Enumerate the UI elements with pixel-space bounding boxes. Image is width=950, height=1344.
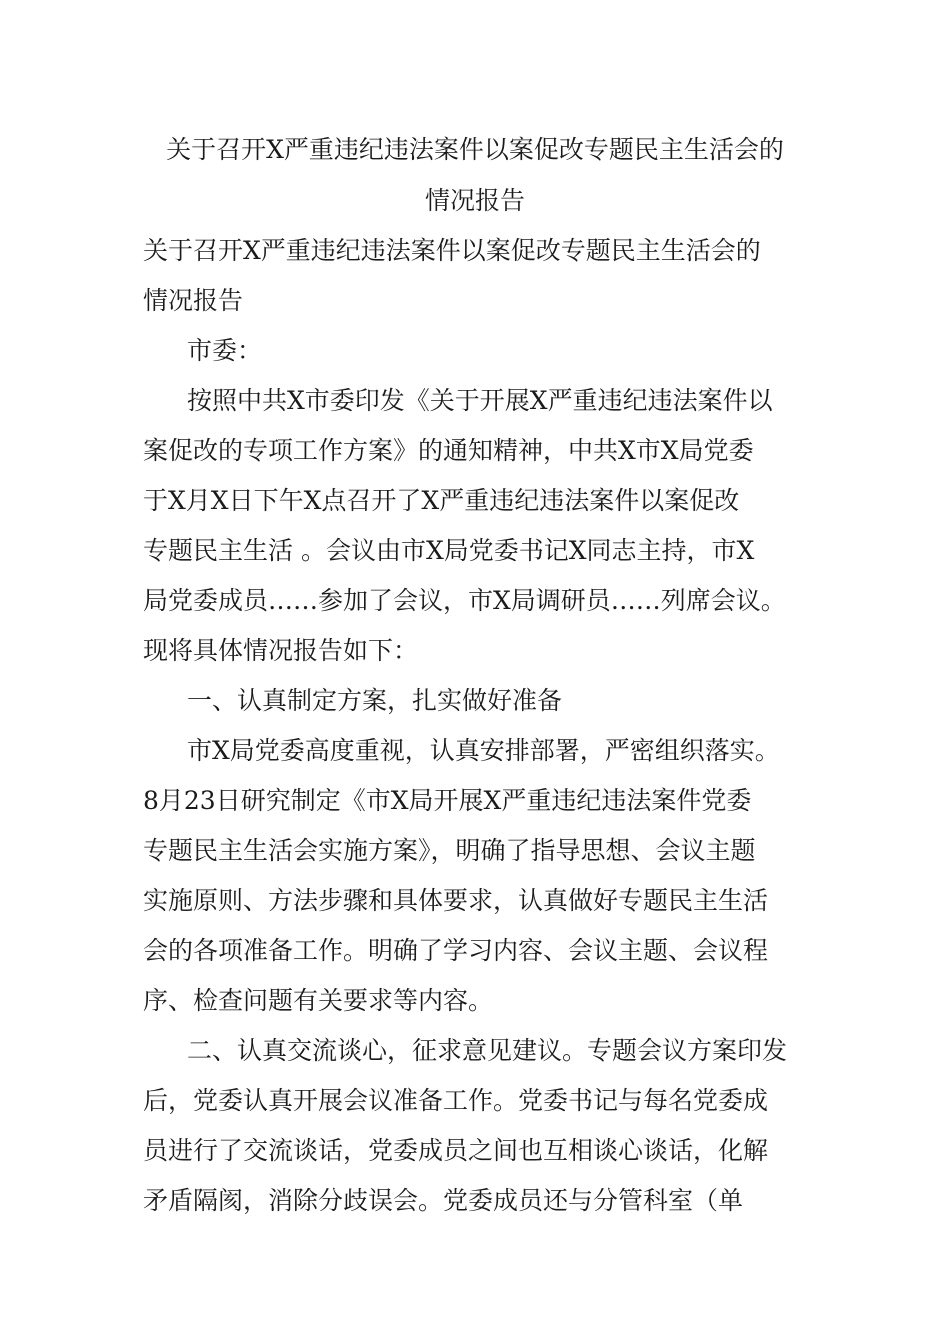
document-body <box>143 226 823 1226</box>
paragraph-line: 序、检查问题有关要求等内容。 <box>143 986 494 1015</box>
paragraph-line: 现将具体情况报告如下： <box>143 636 419 665</box>
heading-repeat-line-2: 情况报告 <box>143 286 244 315</box>
salutation: 市委： <box>187 336 263 365</box>
paragraph-line: 按照中共X市委印发《关于开展X严重违纪违法案件以 <box>187 386 773 415</box>
paragraph-line: 会的各项准备工作。明确了学习内容、会议主题、会议程 <box>143 936 769 965</box>
paragraph-line: 局党委成员……参加了会议，市X局调研员……列席会议。 <box>143 586 786 615</box>
heading-repeat-line-1: 关于召开X严重违纪违法案件以案促改专题民主生活会的 <box>143 236 761 265</box>
document-title-line-2: 情况报告 <box>424 186 525 215</box>
paragraph-line: 专题民主生活会实施方案》，明确了指导思想、会议主题 <box>143 836 756 865</box>
paragraph-line: 案促改的专项工作方案》的通知精神，中共X市X局党委 <box>143 436 754 465</box>
paragraph-line: 后，党委认真开展会议准备工作。党委书记与每名党委成 <box>143 1086 769 1115</box>
paragraph-line: 实施原则、方法步骤和具体要求，认真做好专题民主生活 <box>143 886 769 915</box>
paragraph-line: 市X局党委高度重视，认真安排部署，严密组织落实。 <box>187 736 780 765</box>
paragraph-line: 8月23日研究制定《市X局开展X严重违纪违法案件党委 <box>143 786 752 815</box>
document-title-line-1: 关于召开X严重违纪违法案件以案促改专题民主生活会的 <box>166 135 784 164</box>
paragraph-line: 专题民主生活 。会议由市X局党委书记X同志主持，市X <box>143 536 755 565</box>
paragraph-line: 员进行了交流谈话，党委成员之间也互相谈心谈话，化解 <box>143 1136 769 1165</box>
section-heading-2: 二、认真交流谈心，征求意见建议。专题会议方案印发 <box>187 1036 788 1065</box>
paragraph-line: 矛盾隔阂，消除分歧误会。党委成员还与分管科室（单 <box>143 1186 744 1215</box>
paragraph-line: 于X月X日下午X点召开了X严重违纪违法案件以案促改 <box>143 486 740 515</box>
section-heading-1: 一、认真制定方案，扎实做好准备 <box>187 686 563 715</box>
